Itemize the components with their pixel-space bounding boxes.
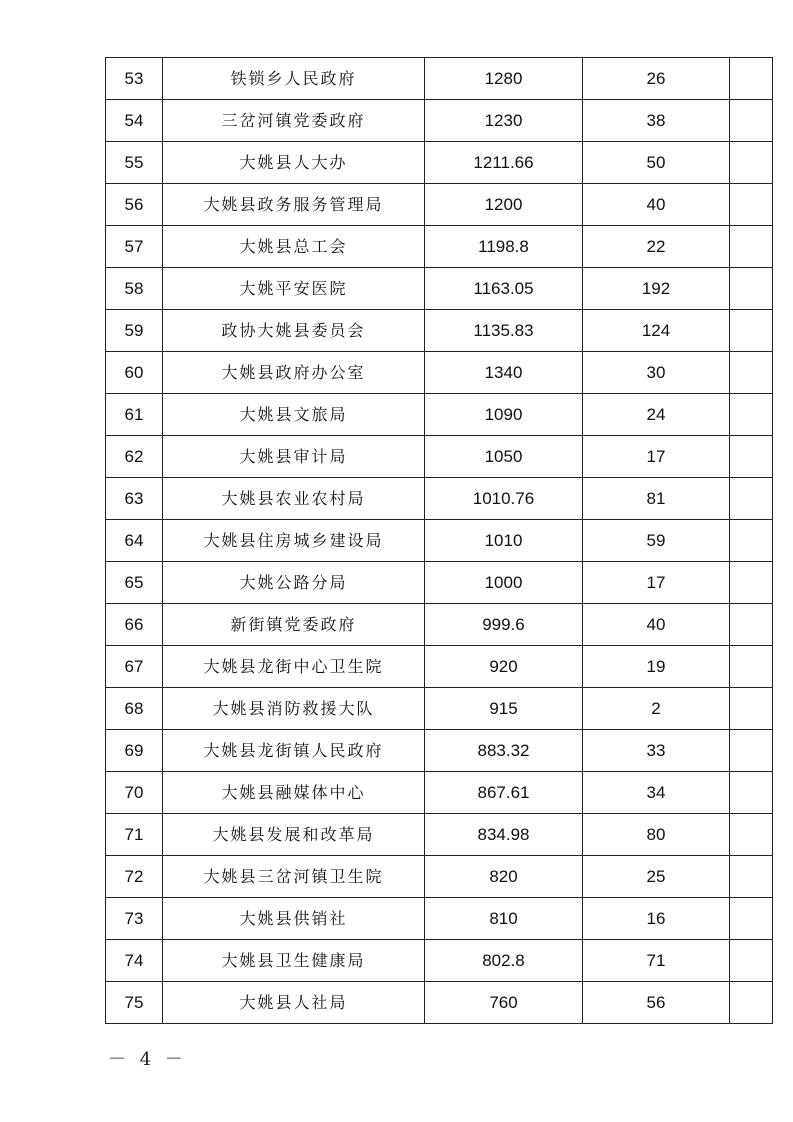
table-row (106, 940, 773, 982)
data-table (105, 57, 773, 1024)
cell-amount: 760 (425, 982, 583, 1024)
cell-note (730, 940, 773, 982)
cell-index: 71 (106, 814, 163, 856)
cell-note (730, 772, 773, 814)
cell-unit-name: 大姚县龙街镇人民政府 (163, 730, 425, 772)
cell-unit-name: 大姚县总工会 (163, 226, 425, 268)
cell-note (730, 226, 773, 268)
cell-amount: 920 (425, 646, 583, 688)
table-row (106, 184, 773, 226)
cell-amount: 1050 (425, 436, 583, 478)
table-row (106, 562, 773, 604)
cell-index: 64 (106, 520, 163, 562)
cell-index: 74 (106, 940, 163, 982)
cell-amount: 1010.76 (425, 478, 583, 520)
table-row (106, 58, 773, 100)
cell-note (730, 982, 773, 1024)
cell-note (730, 646, 773, 688)
cell-unit-name: 大姚县人大办 (163, 142, 425, 184)
table-row (106, 310, 773, 352)
cell-amount: 1135.83 (425, 310, 583, 352)
cell-note (730, 688, 773, 730)
cell-unit-name: 大姚县审计局 (163, 436, 425, 478)
cell-count: 40 (583, 604, 730, 646)
cell-amount: 834.98 (425, 814, 583, 856)
cell-unit-name: 大姚县政府办公室 (163, 352, 425, 394)
table-row (106, 100, 773, 142)
cell-index: 53 (106, 58, 163, 100)
cell-amount: 820 (425, 856, 583, 898)
cell-unit-name: 大姚县住房城乡建设局 (163, 520, 425, 562)
cell-amount: 1211.66 (425, 142, 583, 184)
cell-unit-name: 铁锁乡人民政府 (163, 58, 425, 100)
table-row (106, 646, 773, 688)
cell-count: 24 (583, 394, 730, 436)
cell-count: 56 (583, 982, 730, 1024)
cell-count: 16 (583, 898, 730, 940)
cell-index: 56 (106, 184, 163, 226)
cell-amount: 867.61 (425, 772, 583, 814)
cell-unit-name: 大姚县卫生健康局 (163, 940, 425, 982)
cell-index: 69 (106, 730, 163, 772)
cell-note (730, 352, 773, 394)
cell-amount: 1000 (425, 562, 583, 604)
cell-amount: 1090 (425, 394, 583, 436)
cell-note (730, 394, 773, 436)
table-row (106, 268, 773, 310)
cell-count: 2 (583, 688, 730, 730)
cell-count: 19 (583, 646, 730, 688)
cell-unit-name: 大姚县三岔河镇卫生院 (163, 856, 425, 898)
table-body (106, 58, 773, 1024)
cell-note (730, 478, 773, 520)
cell-index: 54 (106, 100, 163, 142)
cell-unit-name: 大姚县龙街中心卫生院 (163, 646, 425, 688)
cell-amount: 1340 (425, 352, 583, 394)
table-row (106, 436, 773, 478)
cell-note (730, 436, 773, 478)
cell-amount: 999.6 (425, 604, 583, 646)
cell-note (730, 604, 773, 646)
cell-unit-name: 三岔河镇党委政府 (163, 100, 425, 142)
page-number: － 4 － (108, 1049, 187, 1070)
table-row (106, 730, 773, 772)
cell-count: 38 (583, 100, 730, 142)
cell-index: 75 (106, 982, 163, 1024)
cell-note (730, 268, 773, 310)
cell-note (730, 184, 773, 226)
cell-amount: 1010 (425, 520, 583, 562)
cell-count: 71 (583, 940, 730, 982)
cell-unit-name: 大姚县发展和改革局 (163, 814, 425, 856)
cell-amount: 883.32 (425, 730, 583, 772)
cell-index: 57 (106, 226, 163, 268)
cell-note (730, 142, 773, 184)
cell-index: 63 (106, 478, 163, 520)
table-row (106, 226, 773, 268)
table-row (106, 604, 773, 646)
table-row (106, 982, 773, 1024)
cell-amount: 802.8 (425, 940, 583, 982)
cell-count: 25 (583, 856, 730, 898)
cell-index: 59 (106, 310, 163, 352)
cell-note (730, 814, 773, 856)
cell-count: 17 (583, 562, 730, 604)
cell-unit-name: 大姚县供销社 (163, 898, 425, 940)
cell-amount: 1230 (425, 100, 583, 142)
table-row (106, 898, 773, 940)
cell-note (730, 100, 773, 142)
cell-unit-name: 大姚县融媒体中心 (163, 772, 425, 814)
table-row (106, 520, 773, 562)
cell-index: 70 (106, 772, 163, 814)
cell-unit-name: 大姚县农业农村局 (163, 478, 425, 520)
table-row (106, 478, 773, 520)
cell-index: 58 (106, 268, 163, 310)
cell-count: 34 (583, 772, 730, 814)
cell-amount: 1198.8 (425, 226, 583, 268)
cell-note (730, 856, 773, 898)
cell-count: 17 (583, 436, 730, 478)
cell-count: 80 (583, 814, 730, 856)
cell-index: 61 (106, 394, 163, 436)
table-row (106, 688, 773, 730)
cell-amount: 1280 (425, 58, 583, 100)
table-row (106, 142, 773, 184)
cell-count: 22 (583, 226, 730, 268)
cell-unit-name: 大姚公路分局 (163, 562, 425, 604)
cell-index: 68 (106, 688, 163, 730)
table-row (106, 772, 773, 814)
cell-count: 30 (583, 352, 730, 394)
cell-index: 67 (106, 646, 163, 688)
cell-count: 59 (583, 520, 730, 562)
cell-unit-name: 大姚县政务服务管理局 (163, 184, 425, 226)
cell-index: 72 (106, 856, 163, 898)
cell-note (730, 898, 773, 940)
cell-unit-name: 新街镇党委政府 (163, 604, 425, 646)
cell-count: 40 (583, 184, 730, 226)
table-row (106, 814, 773, 856)
table-row (106, 352, 773, 394)
cell-note (730, 310, 773, 352)
cell-unit-name: 大姚县人社局 (163, 982, 425, 1024)
cell-index: 55 (106, 142, 163, 184)
table-row (106, 394, 773, 436)
cell-count: 26 (583, 58, 730, 100)
cell-index: 73 (106, 898, 163, 940)
cell-note (730, 520, 773, 562)
cell-index: 66 (106, 604, 163, 646)
cell-amount: 1163.05 (425, 268, 583, 310)
table-row (106, 856, 773, 898)
cell-count: 192 (583, 268, 730, 310)
cell-count: 50 (583, 142, 730, 184)
cell-note (730, 58, 773, 100)
cell-unit-name: 大姚县文旅局 (163, 394, 425, 436)
cell-index: 62 (106, 436, 163, 478)
cell-unit-name: 政协大姚县委员会 (163, 310, 425, 352)
cell-count: 33 (583, 730, 730, 772)
cell-amount: 1200 (425, 184, 583, 226)
cell-unit-name: 大姚县消防救援大队 (163, 688, 425, 730)
cell-note (730, 562, 773, 604)
cell-count: 124 (583, 310, 730, 352)
cell-unit-name: 大姚平安医院 (163, 268, 425, 310)
cell-count: 81 (583, 478, 730, 520)
cell-note (730, 730, 773, 772)
cell-index: 60 (106, 352, 163, 394)
cell-index: 65 (106, 562, 163, 604)
cell-amount: 915 (425, 688, 583, 730)
cell-amount: 810 (425, 898, 583, 940)
